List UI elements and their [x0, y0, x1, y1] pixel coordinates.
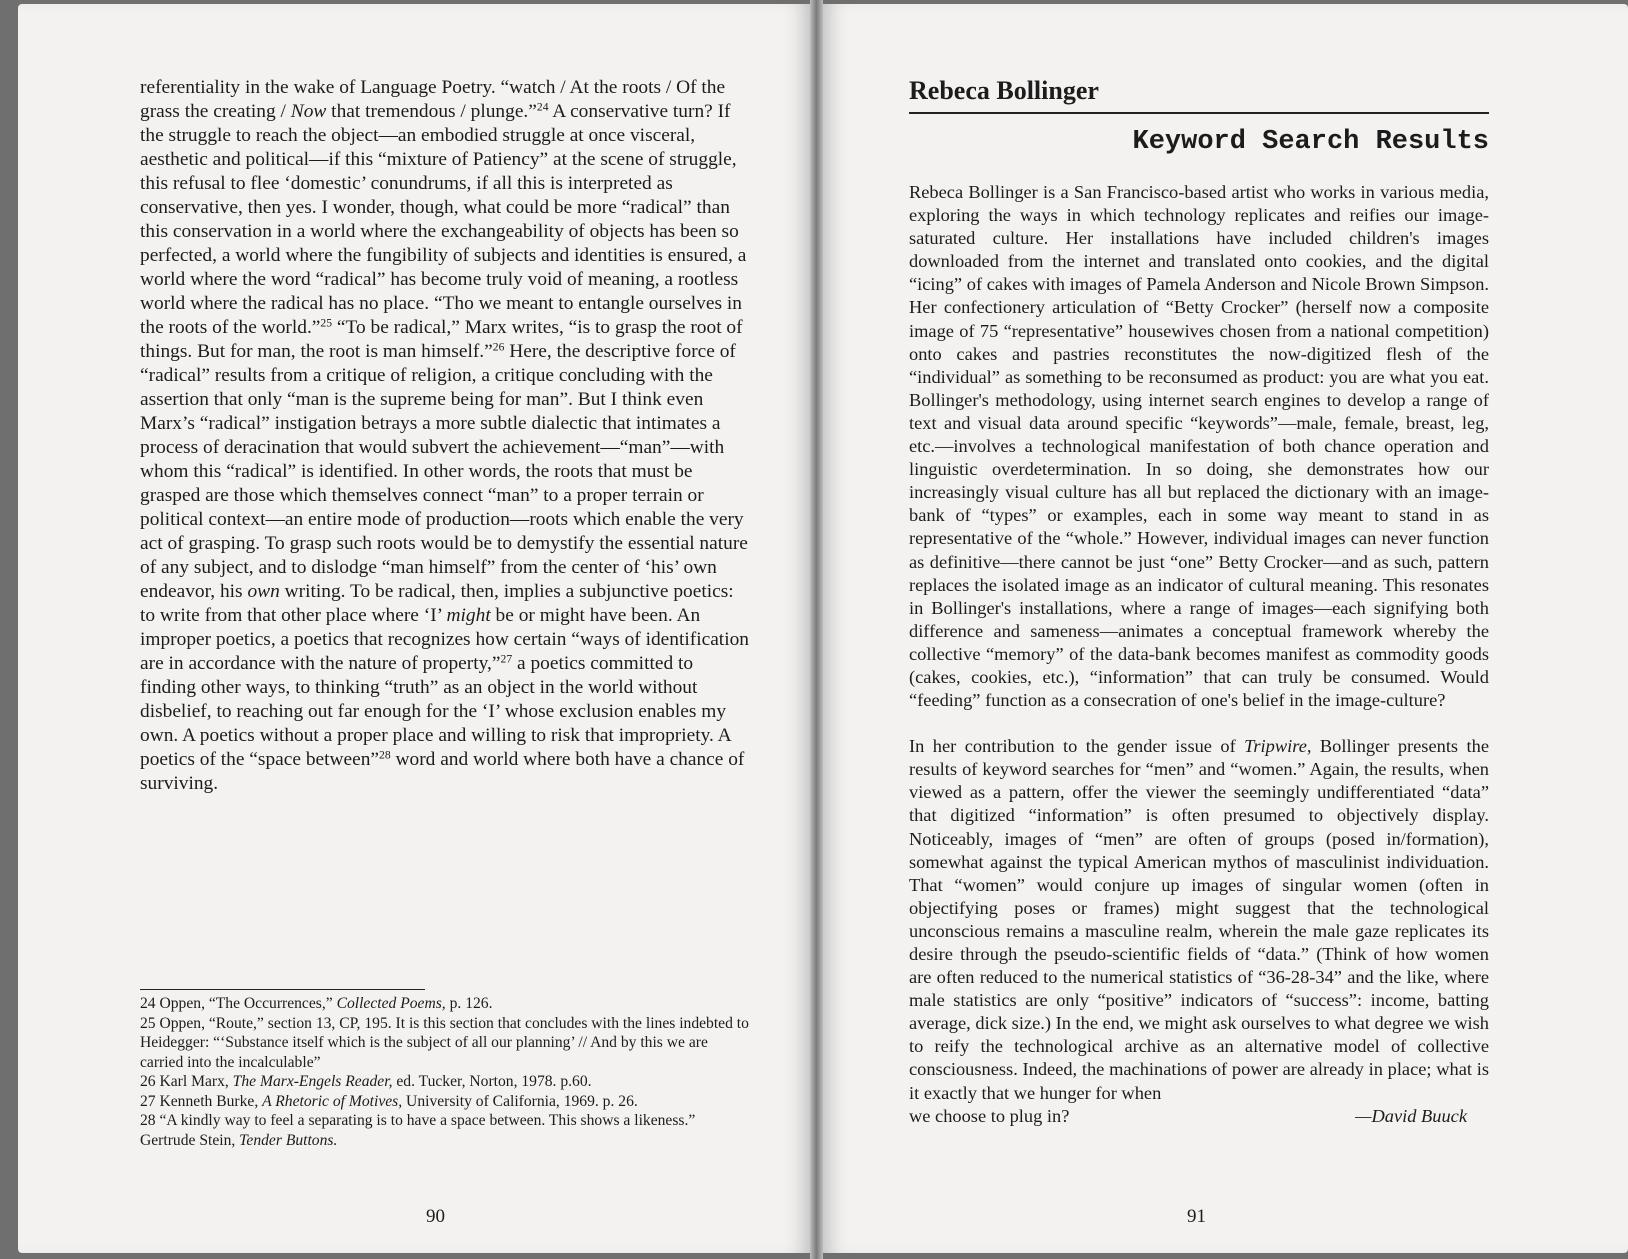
author-signature: —David Buuck	[1355, 1105, 1467, 1126]
footnote-25: 25 Oppen, “Route,” section 13, CP, 195. It is this section that concludes with the lines indebted to Heidegger: “‘Substance itself which is the subject of all our planning’ // And by this we are carried into the incalculable”	[140, 1014, 749, 1071]
book-gutter	[810, 0, 823, 1259]
footnote-ref-26: 26	[492, 340, 505, 354]
section-title: Keyword Search Results	[1132, 127, 1489, 157]
footnote-27: 27 Kenneth Burke, A Rhetoric of Motives, University of California, 1969. p. 26.	[140, 1092, 638, 1110]
footnote-ref-27: 27	[500, 652, 513, 666]
footnotes	[140, 994, 752, 1150]
footnote-divider	[140, 989, 425, 990]
page-number-right: 91	[1187, 1206, 1206, 1227]
essay-body-text: referentiality in the wake of Language Poetry. “watch / At the roots / Of the grass the creating / Now that tremendous / plunge.”$^{24}$ A conservative turn? If the struggle to reach the object—an embodied struggle at once visceral, aesthetic and political—if this “mixture of Patiency” at the scene of struggle, this refusal to flee ‘domestic’ conundrums, if all this is interpreted as conservative, then yes. I wonder, though, what could be more “radical” than this conservation in a world where the exchangeability of objects has been so perfected, a world where the fungibility of subjects and identities is ensured, a world where the word “radical” has become truly void of meaning, a rootless world where the radical has no place. “Tho we meant to entangle ourselves in the roots of the world.”$^{25}$ “To be radical,” Marx writes, “is to grasp the root of things. But for man, the root is man himself.”$^{26}$ Here, the descriptive force of “radical” results from a critique of religion, a critique concluding with the assertion that only “man is the supreme being for man”. But I think even Marx’s “radical” instigation betrays a more subtle dialectic that intimates a process of deracination that would subvert the achievement—“man”—with whom this “radical” is identified. In other words, the roots that must be grasped are those which themselves connect “man” to a proper terrain or political context—an entire mode of production—roots which enable the very act of grasping. To grasp such roots would be to demystify the essential nature of any subject, and to dislodge “man himself” from the center of ‘his’ own endeavor, his own writing. To be radical, then, implies a subjunctive poetics: to write from that other place where ‘I’ might be or might have been. An improper poetics, a poetics that recognizes how certain “ways of identification are in accordance with the nature of property,”$^{27}$ a poetics committed to finding other ways, to thinking “truth” as an object in the world without disbelief, to reaching out far enough for the ‘I’ whose exclusion enables my own. A poetics without a proper place and willing to risk that impropriety. A poetics of the “space between”$^{28}$ word and world where both have a chance of surviving.	[140, 77, 749, 794]
artist-name-heading: Rebeca Bollinger	[909, 76, 1099, 105]
paragraph-2: In her contribution to the gender issue of Tripwire, Bollinger presents the results of keyword searches for “men” and “women.” Again, the results, when viewed as a pattern, offer the viewer the seemingly undifferentiated “data” that digitized “information” is often presumed to objectively display. Noticeably, images of “men” are often of groups (posed in/formation), somewhat against the typical American mythos of masculinist individuation. That “women” would conjure up images of singular women (often in objectifying poses or frames) might suggest that the technological unconscious remains a masculine realm, wherein the male gaze replicates its desire through the pseudo-scientific fields of “data.” (Think of how women are often reduced to the numerical statistics of “36-28-34” and the like, where male statistics are only “positive” indicators of “success”: income, batting average, dick size.) In the end, we might ask ourselves to what degree we wish to reify the technological archive as an alternative model of collective consciousness. Indeed, the machinations of power are already in place; what is it exactly that we hunger for when	[909, 736, 1490, 1103]
closing-line: we choose to plug in? —David Buuck	[909, 1105, 1489, 1128]
page-number-left: 90	[426, 1206, 445, 1227]
paragraph-1: Rebeca Bollinger is a San Francisco-based artist who works in various media, exploring the ways in which technology replicates and reifies our image-saturated culture. Her installations have included children's images downloaded from the internet and translated onto cookies, and the digital “icing” of cakes with images of Pamela Anderson and Nicole Brown Simpson. Her confectionery articulation of “Betty Crocker” (herself now a composite image of 75 “representative” housewives chosen from a national competition) onto cakes and pastries reconstitutes the now-digitized flesh of the “individual” as something to be reconsumed as product: you are what you eat. Bollinger's methodology, using internet search engines to develop a range of text and visual data around specific “keywords”—male, female, breast, leg, etc.—involves a technological manifestation of both chance operation and linguistic overdetermination. In so doing, she demonstrates how our increasingly visual culture has all but replaced the dictionary with an image-bank of “types” or examples, each in some way meant to stand in as representative of the “whole.” However, individual images can never function as definitive—there cannot be just “one” Betty Crocker—and as such, pattern replaces the isolated image as an indicator of cultural meaning. This resonates in Bollinger's installations, where a range of images—each signifying both difference and sameness—animates a conceptual framework whereby the collective “memory” of the data-bank becomes manifest as commodity goods (cakes, cookies, etc.), “information” that can truly be consumed. Would “feeding” function as a consecration of one's belief in the image-culture?	[909, 182, 1489, 711]
footnote-ref-28: 28	[379, 748, 391, 762]
heading-rule	[909, 112, 1489, 114]
footnote-26: 26 Karl Marx, The Marx-Engels Reader, ed. Tucker, Norton, 1978. p.60.	[140, 1073, 592, 1090]
right-page	[823, 4, 1628, 1253]
artist-statement	[909, 181, 1489, 1128]
footnote-ref-25: 25	[320, 316, 333, 330]
left-page	[18, 4, 810, 1253]
footnote-ref-24: 24	[536, 100, 549, 114]
footnote-28: 28 “A kindly way to feel a separating is to have a space between. This shows a likeness.” Gertrude Stein, Tender Buttons.	[140, 1112, 696, 1149]
footnote-24: 24 Oppen, “The Occurrences,” Collected Poems, p. 126.	[140, 995, 493, 1012]
